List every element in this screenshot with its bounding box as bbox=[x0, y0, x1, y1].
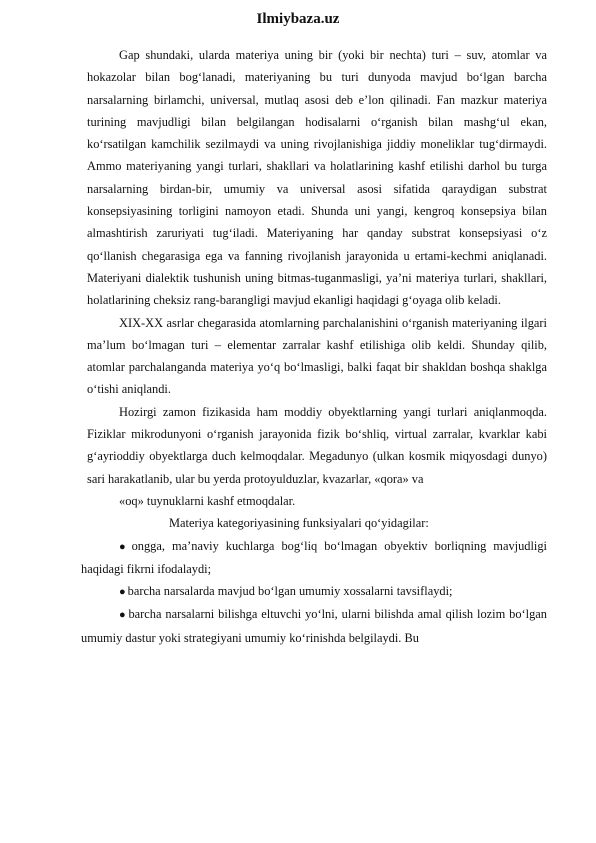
list-item-text: barcha narsalarda mavjud bo‘lgan umumiy xossalarni tavsiflaydi; bbox=[127, 584, 453, 599]
list-item bbox=[81, 580, 547, 603]
document-body bbox=[81, 44, 547, 649]
section-heading: Materiya kategoriyasining funksiyalari qo‘yidagilar: bbox=[169, 516, 429, 531]
bullet-icon: ● bbox=[119, 609, 127, 622]
list-item-text: ongga, ma’naviy kuchlarga bog‘liq bo‘lmagan obyektiv borliqning mavjudligi haqidagi fikrni ifodalaydi; bbox=[81, 538, 547, 576]
list-item-text: barcha narsalarni bilishga eltuvchi yo‘lni, ularni bilishda amal qilish lozim bo‘lgan umumiy dastur yoki strategiyani umumiy ko‘rinishda belgilaydi. Bu bbox=[81, 607, 547, 645]
paragraph-continuation: «oq» tuynuklarni kashf etmoqdalar. bbox=[119, 493, 296, 508]
site-title: Ilmiybaza.uz bbox=[256, 11, 340, 27]
bullet-icon: ● bbox=[119, 586, 126, 599]
list-item bbox=[81, 535, 547, 581]
paragraph-elementary-particles: XIX-XX asrlar chegarasida atomlarning parchalanishini o‘rganish materiyaning ilgari ma’lum bo‘lmagan turi – elementar zarralar kashf etilishiga olib keldi. Shunday qilib, atomlar parchalanganda materiya yo‘q bo‘lmasligi, balki faqat bir shakldan boshqa shaklga o‘tishi aniqlandi. bbox=[87, 315, 547, 397]
paragraph-modern-physics: Hozirgi zamon fizikasida ham moddiy obyektlarning yangi turlari aniqlanmoqda. Fiziklar mikrodunyoni o‘rganish jarayonida fizik bo‘shliq, virtual zarralar, kvarklar kabi g‘ayrioddiy obyektlarga duch kelmoqdalar. Megadunyo (ulkan kosmik miqyosdagi dunyo) sari harakatlanib, ular bu yerda protoyulduzlar, kvazarlar, «qora» va bbox=[87, 404, 547, 486]
list-item bbox=[81, 603, 547, 649]
paragraph-substrate: Gap shundaki, ularda materiya uning bir (yoki bir nechta) turi – suv, atomlar va hokazolar bilan bog‘lanadi, materiyaning bu turi dunyoda mavjud bo‘lgan barcha narsalarning birlamchi, universal, mutlaq asosi deb e’lon qilinadi. Fan mazkur materiya turining mavjudligi bilan belgilangan hodisalarni o‘rganish bilan mashg‘ul ekan, ko‘rsatilgan kamchilik sezilmaydi va uning rivojlanishiga jiddiy moneliklar tug‘dirmaydi. Ammo materiyaning yangi turlari, shakllari va holatlarining kashf etilishi darhol bu turga narsalarning birdan-bir, umumiy va universal asosi sifatida qaraydigan substrat konsepsiyasining torligini namoyon etadi. Shunda uni yangi, kengroq konsepsiya bilan almashtirish zaruriyati tug‘iladi. Materiyaning har qanday substrat konsepsiyasi o‘z qo‘llanish chegarasiga ega va fanning rivojlanish jarayonida u ertami-kechmi aniqlanadi. Materiyani dialektik tushunish uning bitmas-tuganmasligi, ya’ni materiya turlari, shakllari, holatlarining cheksiz rang-barangligi mavjud ekanligi haqidagi g‘oyaga olib keladi. bbox=[87, 48, 547, 308]
bullet-icon: ● bbox=[119, 540, 130, 553]
